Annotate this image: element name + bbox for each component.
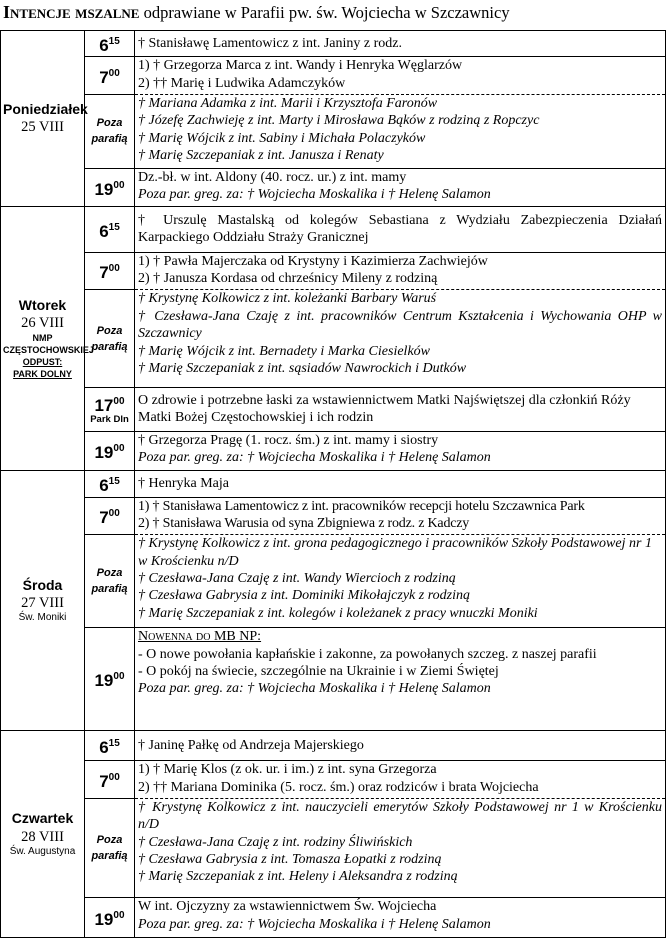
intention-cell: † Krystynę Kolkowicz z int. koleżanki Barbary Waruś † Czesława-Jana Czaję z int. pracowników Centrum Kształcenia i Wychowania OHP w Szczawnicy † Marię Wójcik z int. Bernadety i Marka Ciesielków † Marię Szczepaniak z int. sąsiadów Nawrockich i Dutków: [135, 290, 666, 387]
intention-cell: O zdrowie i potrzebne łaski za wstawiennictwem Matki Najświętszej dla członkiń Róży Matki Bożej Częstochowskiej i ich rodzin: [135, 387, 666, 431]
time-cell: $7^{00}$: [85, 497, 135, 535]
intention-cell: 1) † Stanisława Lamentowicz z int. pracowników recepcji hotelu Szczawnica Park 2) † Stanisława Warusia od syna Zbigniewa z rodz. z Kadczy: [135, 497, 666, 535]
day-name: Poniedziałek: [3, 100, 88, 117]
day-name: Środa: [22, 576, 63, 593]
day-cell-monday: [1, 31, 88, 207]
day-name: Czwartek: [11, 810, 74, 827]
day-name: Wtorek: [18, 296, 67, 313]
intention-cell: † Henryka Maja: [135, 471, 666, 497]
time-cell: $6^{15}$: [85, 206, 135, 252]
day-cell-thursday: [1, 730, 85, 937]
intention-cell: 1) † Grzegorza Marca z int. Wandy i Henryka Węglarzów 2) †† Marię i Ludwika Adamczyków: [135, 57, 666, 95]
day-note: PARK DOLNY: [13, 369, 72, 380]
time-cell: $7^{00}$: [85, 761, 135, 799]
title-rest: odprawiane w Parafii pw. św. Wojciecha w Szczawnicy: [139, 3, 510, 22]
time-cell: $19^{00}$: [85, 898, 135, 938]
time-cell: $19^{00}$: [85, 169, 135, 207]
day-date: 25 VIII: [21, 119, 64, 136]
intention-cell: W int. Ojczyzny za wstawiennictwem Św. Wojciecha Poza par. greg. za: † Wojciecha Moskalika i † Helenę Salamon: [135, 898, 666, 938]
intentions-table: [0, 30, 666, 938]
poza-parafia-label: Poza parafią: [85, 798, 135, 897]
intention-cell: † Grzegorza Pragę (1. rocz. śm.) z int. mamy i siostry Poza par. greg. za: † Wojciecha Moskalika i † Helenę Salamon: [135, 431, 666, 471]
page-title: [0, 0, 667, 26]
poza-parafia-label: Poza parafią: [85, 94, 135, 168]
day-date: 26 VIII: [21, 315, 64, 332]
time-cell: $19^{00}$: [85, 431, 135, 471]
location-note: Park Dln: [90, 413, 129, 425]
intention-cell: † Urszulę Mastalską od kolegów Sebastiana z Wydziału Zabezpieczenia Działań Karpackiego Oddziału Straży Granicznej: [135, 206, 666, 252]
intention-cell: † Krystynę Kolkowicz z int. nauczycieli emerytów Szkoły Podstawowej nr 1 w Krościenku n/D † Czesława-Jana Czaję z int. rodziny Śliwińskich † Czesława Gabrysia z int. Tomasza Łopatki z rodziną † Marię Szczepaniak z int. Heleny i Aleksandra z rodziną: [135, 798, 666, 897]
intention-cell: † Janinę Pałkę od Andrzeja Majerskiego: [135, 730, 666, 760]
intention-cell: 1) † Pawła Majerczaka od Krystyny i Kazimierza Zachwiejów 2) † Janusza Kordasa od chrześnicy Mileny z rodziną: [135, 252, 666, 290]
time-cell: $6^{15}$: [85, 31, 135, 57]
intention-cell: Nowenna do MB NP: - O nowe powołania kapłańskie i zakonne, za powołanych szczeg. z naszej parafii - O pokój na świecie, szczególnie na Ukrainie i w Ziemi Świętej Poza par. greg. za: † Wojciecha Moskalika i † Helenę Salamon: [135, 628, 666, 731]
day-note: Św. Augustyna: [9, 845, 76, 857]
time-cell: $17^{00}$ Park Dln: [85, 387, 135, 431]
day-cell-tuesday: [1, 206, 94, 471]
time-cell: $6^{15}$: [85, 471, 135, 497]
intention-cell: † Stanisławę Lamentowicz z int. Janiny z rodz.: [135, 31, 666, 57]
novena-heading: Nowenna do MB NP:: [138, 629, 262, 645]
intention-cell: 1) † Marię Klos (z ok. ur. i im.) z int. syna Grzegorza 2) †† Mariana Dominika (5. rocz. śm.) oraz rodziców i brata Wojciecha: [135, 761, 666, 799]
day-date: 27 VIII: [21, 595, 64, 612]
poza-parafia-label: Poza parafią: [85, 535, 135, 628]
day-note: NMP: [32, 333, 53, 344]
day-note: ODPUST:: [22, 357, 63, 368]
intention-cell: † Krystynę Kolkowicz z int. grona pedagogicznego i pracowników Szkoły Podstawowej nr 1 w Krościenku n/D † Czesława-Jana Czaję z int. Wandy Wiercioch z rodziną † Czesława Gabrysia z int. Dominiki Mikołajczyk z rodziną † Marię Szczepaniak z int. kolegów i koleżanek z pracy wnuczki Moniki: [135, 535, 666, 628]
day-date: 28 VIII: [21, 828, 64, 845]
time-cell: $19^{00}$: [85, 628, 135, 731]
intention-cell: † Mariana Adamka z int. Marii i Krzysztofa Faronów † Józefę Zachwieję z int. Marty i Mirosława Bąków z rodziną z Ropczyc † Marię Wójcik z int. Sabiny i Michała Polaczyków † Marię Szczepaniak z int. Janusza i Renaty: [135, 94, 666, 168]
title-smallcaps: Intencje mszalne: [3, 2, 140, 22]
day-note: Św. Moniki: [18, 612, 67, 624]
time-cell: $6^{15}$: [85, 730, 135, 760]
poza-parafia-label: Poza parafią: [85, 290, 135, 387]
intention-cell: Dz.-bł. w int. Aldony (40. rocz. ur.) z int. mamy Poza par. greg. za: † Wojciecha Moskalika i † Helenę Salamon: [135, 169, 666, 207]
time-cell: $7^{00}$: [85, 252, 135, 290]
time-cell: $7^{00}$: [85, 57, 135, 95]
day-note: CZĘSTOCHOWSKIEJ: [3, 345, 94, 356]
day-cell-wednesday: [1, 471, 85, 730]
